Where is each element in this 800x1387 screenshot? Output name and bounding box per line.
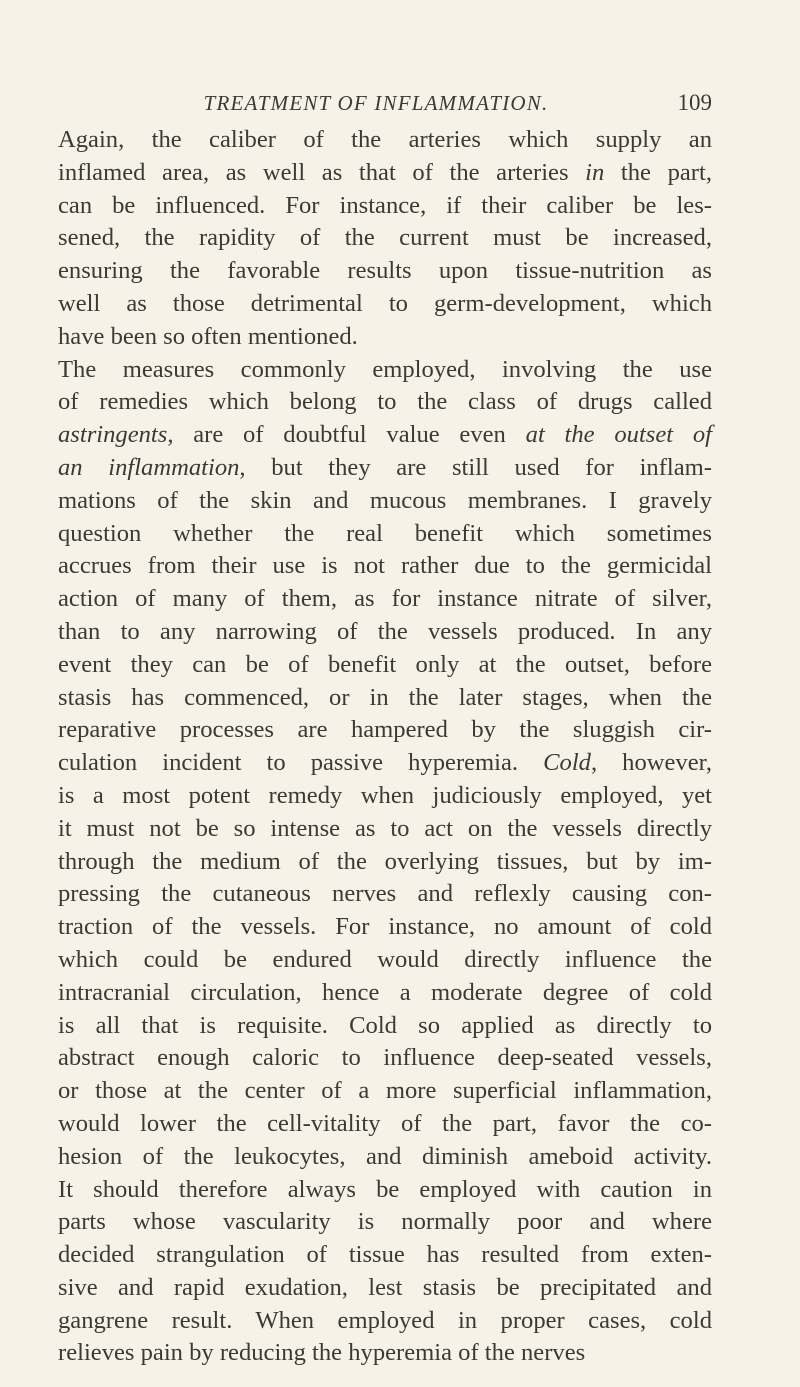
text-segment: action of many of them, as for instance nitrate of silver, [58,585,712,613]
text-segment: relieves pain by reducing the hyperemia of the nerves [58,1339,586,1367]
text-segment: which could be endured would directly influence the [58,945,712,973]
text-segment: can be influenced. For instance, if their caliber be les- [58,191,712,219]
text-line [58,1305,712,1338]
text-segment: gangrene result. When employed in proper cases, cold [58,1306,712,1334]
text-line [58,780,712,813]
text-segment: sive and rapid exudation, lest stasis be precipitated and [58,1273,712,1301]
text-segment: or those at the center of a more superficial inflammation, [58,1077,712,1105]
text-segment: of remedies which belong to the class of drugs called [58,388,712,416]
text-line [58,1042,712,1075]
text-line [58,1108,712,1141]
text-line [58,1272,712,1305]
text-line [58,386,712,419]
text-line [58,255,712,288]
text-segment: inflamed area, as well as that of the arteries [58,158,586,186]
text-segment: The measures commonly employed, involving the use [58,355,712,383]
text-line [58,846,712,879]
text-segment: the part, [604,158,712,186]
text-segment: , are of doubtful value even [167,421,526,449]
text-line [58,288,712,321]
text-line [58,616,712,649]
text-line [58,1239,712,1272]
text-segment: have been so often mentioned. [58,322,358,350]
text-line [58,878,712,911]
italic-text: an inflammation [58,453,240,481]
text-line [58,944,712,977]
text-segment: Again, the caliber of the arteries which supply an [58,126,712,153]
text-segment: , however, [590,749,712,777]
text-segment: question whether the real benefit which sometimes [58,519,712,547]
text-line [58,124,712,157]
text-segment: reparative processes are hampered by the sluggish cir- [58,716,712,744]
text-line [58,419,712,452]
text-line [58,714,712,747]
text-segment: parts whose vascularity is normally poor and where [58,1208,712,1236]
italic-text: at the outset of [525,421,713,449]
text-line [58,911,712,944]
italic-text: astringents [58,421,168,449]
italic-text: in [585,158,605,186]
text-line [58,485,712,518]
text-segment: stasis has commenced, or in the later stages, when the [58,683,712,711]
text-segment: would lower the cell-vitality of the part, favor the co- [58,1109,712,1137]
page-number: 109 [677,90,712,115]
text-segment: is a most potent remedy when judiciously employed, yet [58,781,712,809]
text-segment: sened, the rapidity of the current must be increased, [58,224,712,252]
text-line [58,682,712,715]
text-line [58,321,712,354]
text-line [58,190,712,223]
text-line [58,550,712,583]
text-segment: It should therefore always be employed with caution in [58,1175,712,1203]
text-segment: hesion of the leukocytes, and diminish ameboid activity. [58,1142,712,1170]
text-segment: well as those detrimental to germ-development, which [58,289,712,317]
text-segment: it must not be so intense as to act on the vessels directly [58,814,712,842]
text-segment: accrues from their use is not rather due to the germicidal [58,552,712,580]
text-segment: intracranial circulation, hence a moderate degree of cold [58,978,712,1006]
text-line [58,1337,712,1370]
italic-text: Cold [543,749,591,777]
text-segment: traction of the vessels. For instance, no amount of cold [58,913,712,941]
text-line [58,583,712,616]
text-line [58,1010,712,1043]
text-segment: culation incident to passive hyperemia. [58,749,544,777]
text-line [58,452,712,485]
text-segment: mations of the skin and mucous membranes. I gravely [58,486,712,514]
text-segment: , but they are still used for inflam- [239,453,712,481]
text-line [58,222,712,255]
text-segment: event they can be of benefit only at the outset, before [58,650,712,678]
text-segment: ensuring the favorable results upon tissue-nutrition as [58,257,712,285]
text-segment: pressing the cutaneous nerves and reflexly causing con- [58,880,712,908]
text-line [58,354,712,387]
text-segment: than to any narrowing of the vessels produced. In any [58,617,712,645]
text-line [58,1206,712,1239]
running-head [116,86,712,120]
text-line [58,1075,712,1108]
text-segment: abstract enough caloric to influence deep-seated vessels, [58,1044,712,1072]
body-text [58,124,712,1370]
text-segment: is all that is requisite. Cold so applied as directly to [58,1011,712,1039]
text-line [58,977,712,1010]
text-line [58,1174,712,1207]
text-line [58,157,712,190]
running-title: TREATMENT OF INFLAMMATION. [203,91,549,115]
text-line [58,649,712,682]
text-line [58,747,712,780]
text-segment: decided strangulation of tissue has resulted from exten- [58,1241,712,1269]
text-line [58,518,712,551]
text-line [58,1141,712,1174]
text-line [58,813,712,846]
text-segment: through the medium of the overlying tissues, but by im- [58,847,712,875]
